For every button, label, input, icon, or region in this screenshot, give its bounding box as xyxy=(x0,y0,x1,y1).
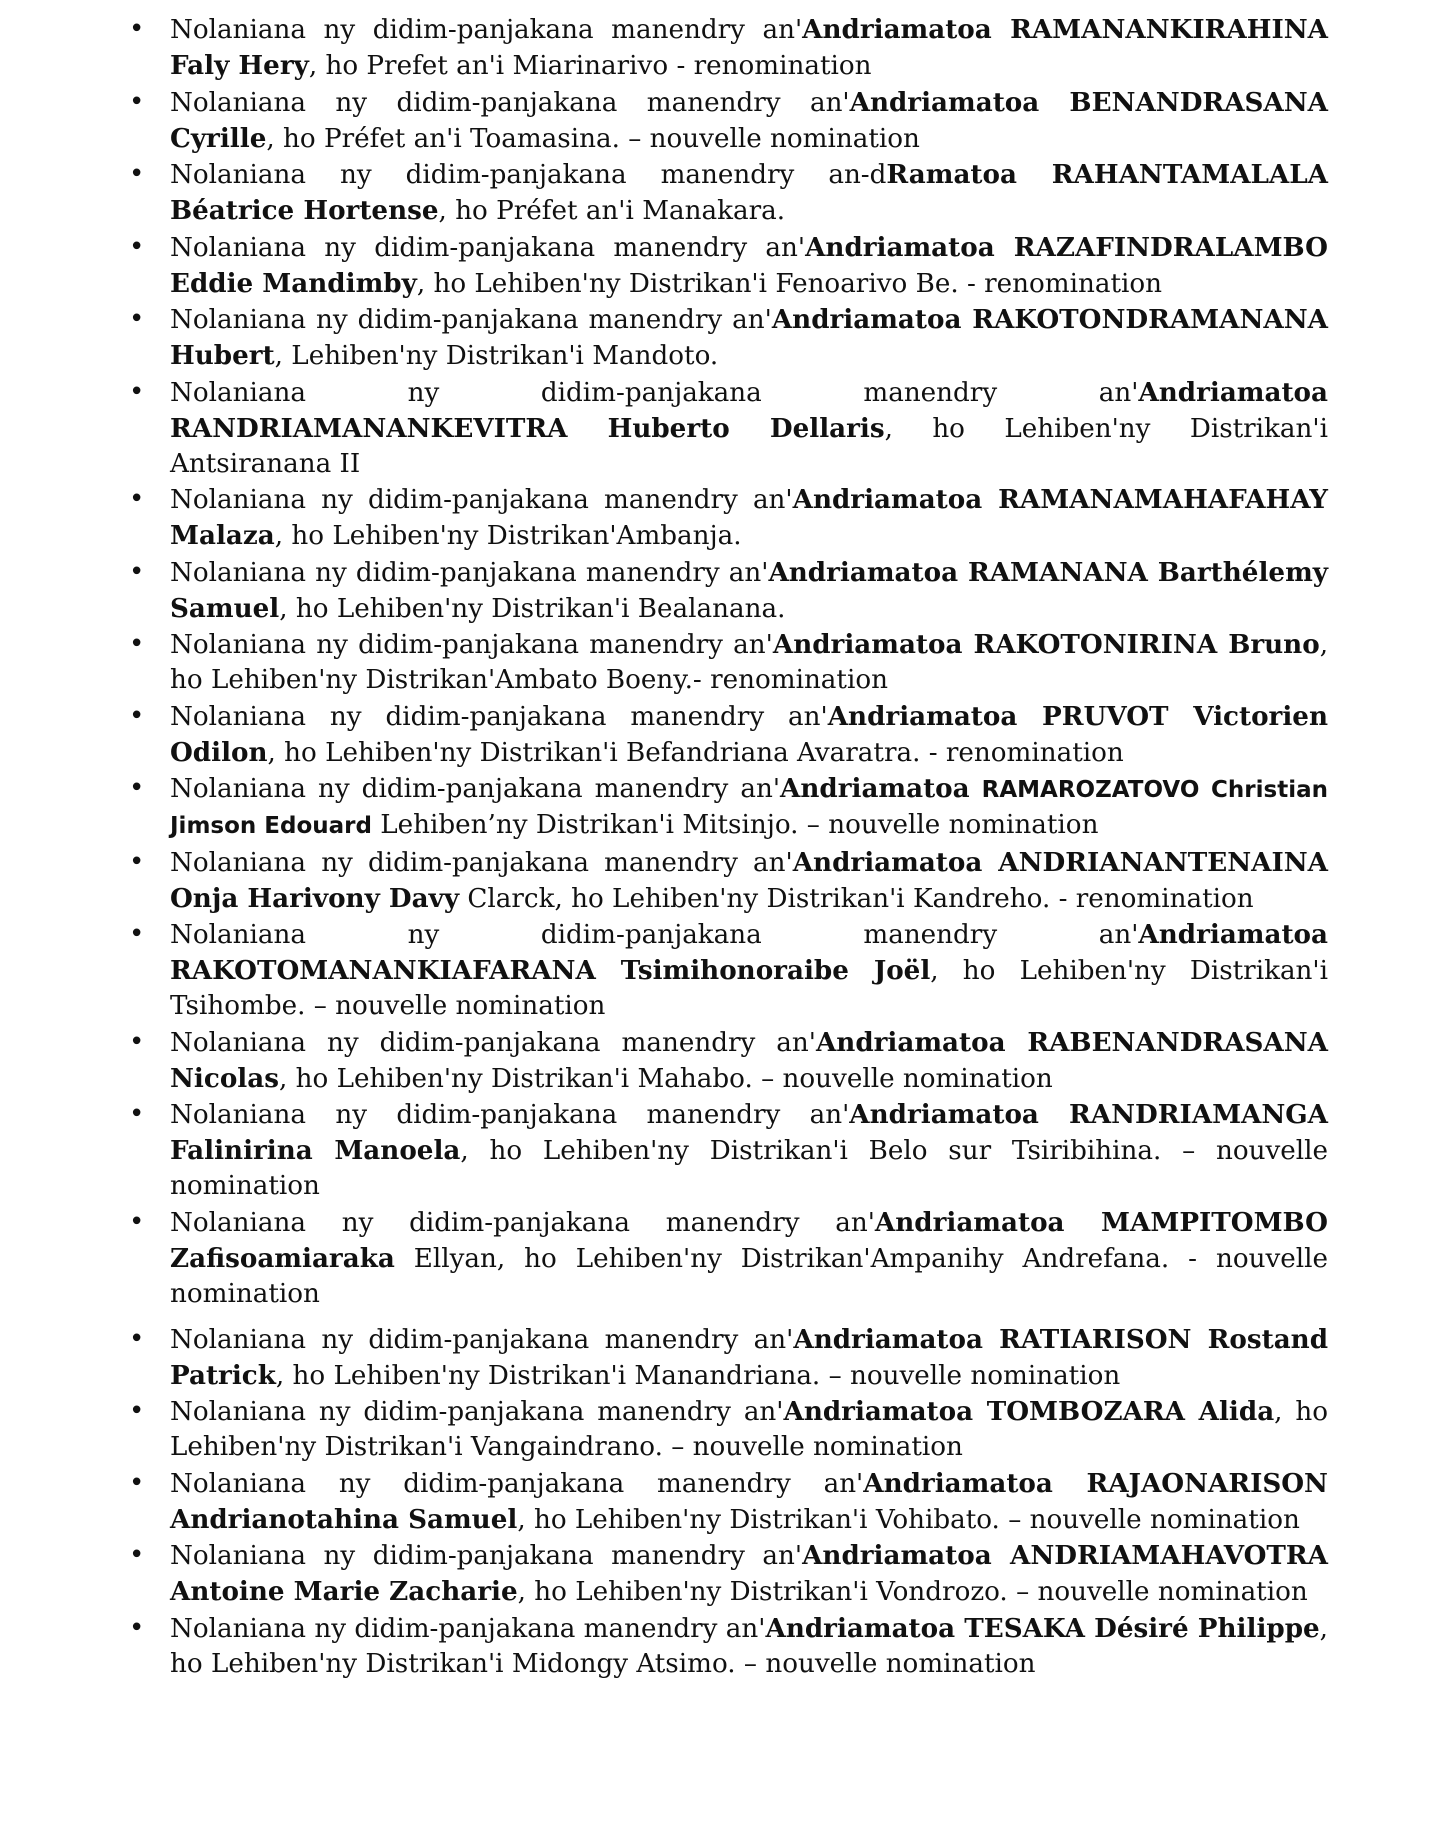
decree-lead-text: Nolaniana ny didim-panjakana manendry an' xyxy=(170,1541,803,1571)
bullet-icon: • xyxy=(129,86,145,117)
decree-item xyxy=(129,1322,1329,1394)
decree-lead-text: Nolaniana ny didim-panjakana manendry an' xyxy=(170,1324,794,1355)
appointee-name: Andriamatoa RAKOTOMANANKIAFARANA Tsimihonoraibe Joël xyxy=(170,919,1328,986)
decree-detail-text: , ho Prefet an'i Miarinarivo - renomination xyxy=(308,51,872,81)
decree-lead-text: Nolaniana ny didim-panjakana manendry an' xyxy=(170,701,828,732)
decree-detail-text: , ho Lehiben'ny Distrikan'i Bealanana. xyxy=(279,593,786,624)
decree-item xyxy=(129,1394,1329,1465)
appointee-name: Andriamatoa RAKOTONDRAMANANA Hubert xyxy=(170,304,1328,371)
bullet-icon: • xyxy=(129,376,145,407)
decree-detail-text: , ho Lehiben'ny Distrikan'i Befandriana Avaratra. - renomination xyxy=(267,737,1124,768)
bullet-icon: • xyxy=(129,304,145,334)
decree-detail-text: Clarck, ho Lehiben'ny Distrikan'i Kandreho. - renomination xyxy=(459,883,1254,914)
appointee-name-continued: RAMAROZATOVO Christian Jimson Edouard xyxy=(170,777,1329,839)
appointee-name: Andriamatoa TESAKA Désiré Philippe xyxy=(765,1612,1320,1644)
bullet-icon: • xyxy=(129,231,145,262)
decree-item xyxy=(129,1538,1328,1610)
decree-item xyxy=(129,1025,1328,1097)
decree-item xyxy=(129,1205,1328,1312)
decree-detail-text: Lehiben’ny Distrikan'i Mitsinjo. – nouvelle nomination xyxy=(371,810,1099,840)
decree-detail-text: , ho Préfet an'i Toamasina. – nouvelle nomination xyxy=(266,123,920,154)
appointee-name: Andriamatoa PRUVOT Victorien Odilon xyxy=(170,700,1328,768)
decree-item xyxy=(129,302,1328,374)
decree-detail-text: , ho Lehiben'ny Distrikan'i Manandriana. – nouvelle nomination xyxy=(275,1360,1121,1391)
appointee-name: Andriamatoa xyxy=(780,773,970,804)
decree-lead-text: Nolaniana ny didim-panjakana manendry an' xyxy=(170,774,781,804)
decree-lead-text: Nolaniana ny didim-panjakana manendry an' xyxy=(170,87,850,118)
appointee-name: Andriamatoa RAMANANKIRAHINA Faly Hery xyxy=(170,14,1328,81)
decree-detail-text: , ho Lehiben'ny Distrikan'Ambanja. xyxy=(274,521,742,551)
decree-lead-text: Nolaniana ny didim-panjakana manendry an' xyxy=(170,1613,766,1644)
bullet-icon: • xyxy=(129,629,145,659)
decree-detail-text: , ho Lehiben'ny Distrikan'i Midongy Atsimo. – nouvelle nomination xyxy=(170,1613,1328,1679)
decree-item xyxy=(129,771,1329,844)
bullet-icon: • xyxy=(129,1396,145,1426)
decree-detail-text: , ho Préfet an'i Manakara. xyxy=(438,196,786,226)
appointee-name: Andriamatoa RANDRIAMANGA Falinirina Manoela xyxy=(170,1099,1328,1166)
appointee-name: Andriamatoa RATIARISON Rostand Patrick xyxy=(170,1323,1329,1391)
decree-item xyxy=(129,555,1328,627)
decree-item xyxy=(129,375,1328,482)
decree-item xyxy=(129,917,1328,1024)
decree-lead-text: Nolaniana ny didim-panjakana manendry an' xyxy=(170,377,1139,408)
appointee-name: Andriamatoa ANDRIANANTENAINA Onja Harivony Davy xyxy=(170,846,1329,914)
decree-lead-text: Nolaniana ny didim-panjakana manendry an' xyxy=(170,305,772,335)
bullet-icon: • xyxy=(129,159,145,189)
bullet-icon: • xyxy=(129,1323,145,1354)
decree-item xyxy=(129,157,1328,229)
appointee-name: Ramatoa RAHANTAMALALA Béatrice Hortense xyxy=(170,159,1328,226)
decree-lead-text: Nolaniana ny didim-panjakana manendry an' xyxy=(170,1468,864,1499)
decree-lead-text: Nolaniana ny didim-panjakana manendry an' xyxy=(170,1100,850,1130)
appointee-name: Andriamatoa ANDRIAMAHAVOTRA Antoine Marie Zacharie xyxy=(170,1540,1328,1607)
decree-item xyxy=(129,12,1328,84)
appointee-name: Andriamatoa BENANDRASANA Cyrille xyxy=(170,86,1328,154)
decree-lead-text: Nolaniana ny didim-panjakana manendry an' xyxy=(170,485,793,515)
decree-list xyxy=(129,12,1329,1682)
decree-lead-text: Nolaniana ny didim-panjakana manendry an' xyxy=(170,1397,784,1427)
bullet-icon: • xyxy=(129,1206,145,1237)
decree-detail-text: , ho Lehiben'ny Distrikan'i Belo sur Tsiribihina. – nouvelle nomination xyxy=(170,1136,1329,1201)
decree-lead-text: Nolaniana ny didim-panjakana manendry an' xyxy=(170,847,793,878)
decree-lead-text: Nolaniana ny didim-panjakana manendry an' xyxy=(170,232,806,263)
bullet-icon: • xyxy=(129,556,145,587)
appointee-name: Andriamatoa RAJAONARISON Andrianotahina Samuel xyxy=(170,1467,1328,1535)
bullet-icon: • xyxy=(129,1612,145,1643)
appointee-name: Andriamatoa MAMPITOMBO Zafisoamiaraka xyxy=(170,1206,1328,1274)
decree-lead-text: Nolaniana ny didim-panjakana manendry an' xyxy=(170,920,1139,950)
decree-item xyxy=(129,230,1328,302)
bullet-icon: • xyxy=(129,1467,145,1498)
decree-lead-text: Nolaniana ny didim-panjakana manendry an' xyxy=(170,1207,875,1238)
appointee-name: Andriamatoa TOMBOZARA Alida xyxy=(783,1396,1275,1427)
appointee-name: Andriamatoa RABENANDRASANA Nicolas xyxy=(170,1026,1328,1094)
decree-detail-text: , Lehiben'ny Distrikan'i Mandoto. xyxy=(274,341,719,371)
decree-item xyxy=(129,85,1328,157)
decree-detail-text: , ho Lehiben'ny Distrikan'i Antsiranana II xyxy=(170,413,1328,479)
decree-item xyxy=(129,627,1329,698)
decree-lead-text: Nolaniana ny didim-panjakana manendry an' xyxy=(170,15,803,45)
decree-detail-text: , ho Lehiben'ny Distrikan'i Vohibato. – nouvelle nomination xyxy=(517,1504,1300,1535)
decree-item xyxy=(129,1466,1328,1538)
decree-item xyxy=(129,1097,1329,1204)
decree-detail-text: Ellyan, ho Lehiben'ny Distrikan'Ampanihy Andrefana. - nouvelle nomination xyxy=(170,1243,1328,1309)
decree-detail-text: , ho Lehiben'ny Distrikan'Ambato Boeny.- renomination xyxy=(170,630,1329,695)
bullet-icon: • xyxy=(129,1026,145,1057)
bullet-icon: • xyxy=(129,700,145,731)
decree-detail-text: , ho Lehiben'ny Distrikan'i Mahabo. – nouvelle nomination xyxy=(278,1063,1053,1094)
decree-detail-text: , ho Lehiben'ny Distrikan'i Vondrozo. – nouvelle nomination xyxy=(517,1577,1308,1607)
decree-item xyxy=(129,1611,1328,1682)
bullet-icon: • xyxy=(129,919,145,949)
bullet-icon: • xyxy=(129,484,145,514)
decree-lead-text: Nolaniana ny didim-panjakana manendry an' xyxy=(170,557,769,588)
bullet-icon: • xyxy=(129,846,145,877)
bullet-icon: • xyxy=(129,1540,145,1570)
decree-lead-text: Nolaniana ny didim-panjakana manendry an' xyxy=(170,630,773,660)
appointee-name: Andriamatoa RAMANANA Barthélemy Samuel xyxy=(170,556,1328,624)
decree-item xyxy=(129,845,1329,917)
decree-detail-text: , ho Lehiben'ny Distrikan'i Tsihombe. – nouvelle nomination xyxy=(170,956,1328,1021)
decree-item xyxy=(129,482,1329,554)
decree-lead-text: Nolaniana ny didim-panjakana manendry an-d xyxy=(170,160,887,190)
decree-detail-text: , ho Lehiben'ny Distrikan'i Fenoarivo Be. - renomination xyxy=(416,268,1163,299)
bullet-icon: • xyxy=(129,14,145,44)
decree-detail-text: , ho Lehiben'ny Distrikan'i Vangaindrano. – nouvelle nomination xyxy=(170,1397,1329,1462)
appointee-name: Andriamatoa RAMANAMAHAFAHAY Malaza xyxy=(170,484,1329,551)
decree-item xyxy=(129,699,1328,771)
bullet-icon: • xyxy=(129,773,145,803)
appointee-name: Andriamatoa RAKOTONIRINA Bruno xyxy=(772,629,1320,660)
bullet-icon: • xyxy=(129,1099,145,1129)
appointee-name: Andriamatoa RANDRIAMANANKEVITRA Huberto Dellaris xyxy=(170,376,1328,444)
appointee-name: Andriamatoa RAZAFINDRALAMBO Eddie Mandimby xyxy=(170,231,1328,299)
decree-lead-text: Nolaniana ny didim-panjakana manendry an' xyxy=(170,1027,816,1058)
